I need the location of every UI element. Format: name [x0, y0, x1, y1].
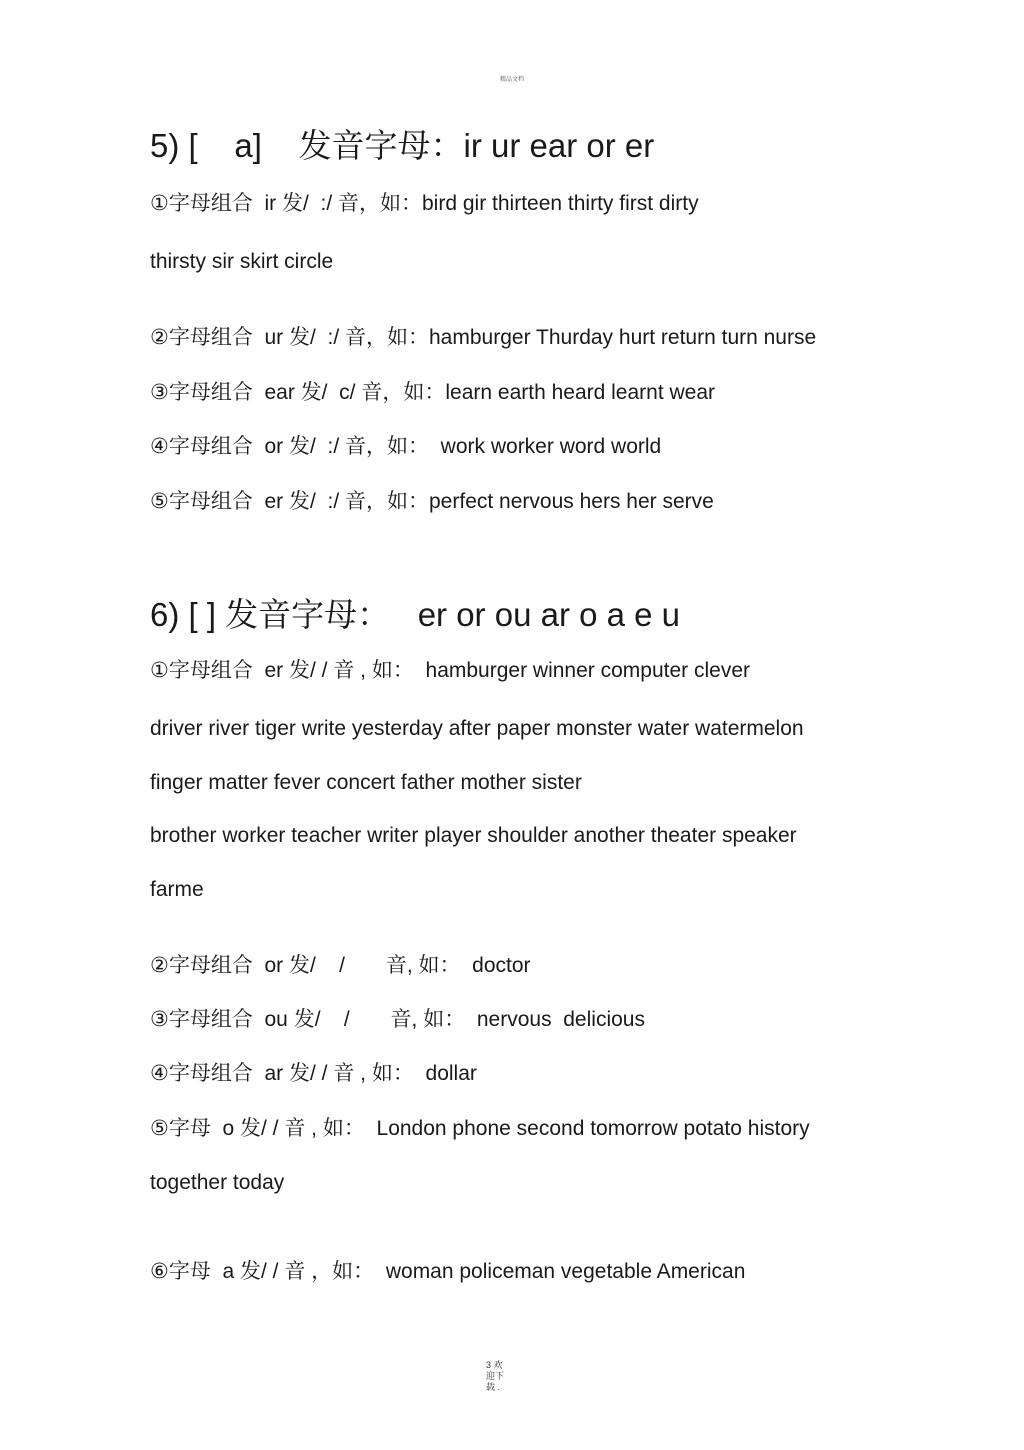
section-5-line-3: ②字母组合 ur 发/ :/ 音，如：hamburger Thurday hurt return turn nurse [150, 326, 817, 349]
footer-line-1: 3 欢 [486, 1360, 503, 1370]
page-header: 精品文档 [499, 77, 524, 83]
section-6-line-2: driver river tiger write yesterday after paper monster water watermelon [150, 717, 804, 740]
section-6-line-6: ②字母组合 or 发/ / 音, 如： doctor [150, 954, 531, 977]
section-6-title: 6) [ ] 发音字母： er or ou ar o a e u [150, 596, 681, 633]
section-5-line-6: ⑤字母组合 er 发/ :/ 音，如：perfect nervous hers her serve [150, 490, 714, 513]
footer-line-2: 迎下 [486, 1371, 505, 1381]
section-6-line-3: finger matter fever concert father mother sister [150, 771, 582, 794]
section-6-line-1: ①字母组合 er 发/ / 音 , 如： hamburger winner computer clever [150, 659, 750, 682]
section-6-line-5: farme [150, 878, 204, 901]
section-6-line-8: ④字母组合 ar 发/ / 音 , 如： dollar [150, 1062, 477, 1085]
section-5-line-1: ①字母组合 ir 发/ :/ 音，如：bird gir thirteen thirty first dirty [150, 192, 699, 215]
section-5-line-4: ③字母组合 ear 发/ c/ 音，如：learn earth heard learnt wear [150, 381, 716, 404]
section-6-line-4: brother worker teacher writer player shoulder another theater speaker [150, 824, 797, 847]
page-footer [486, 1360, 526, 1393]
section-6-line-10: together today [150, 1171, 285, 1194]
section-6-line-9: ⑤字母 o 发/ / 音 , 如： London phone second tomorrow potato history [150, 1117, 810, 1140]
section-5-line-2: thirsty sir skirt circle [150, 250, 334, 273]
section-6-line-7: ③字母组合 ou 发/ / 音, 如： nervous delicious [150, 1008, 645, 1031]
footer-line-3: 载 . [486, 1382, 501, 1392]
section-5-line-5: ④字母组合 or 发/ :/ 音，如： work worker word world [150, 435, 662, 458]
section-6-line-11: ⑥字母 a 发/ / 音 ，如： woman policeman vegetable American [150, 1260, 746, 1283]
section-5-title: 5) [ a] 发音字母：ir ur ear or er [150, 127, 655, 164]
